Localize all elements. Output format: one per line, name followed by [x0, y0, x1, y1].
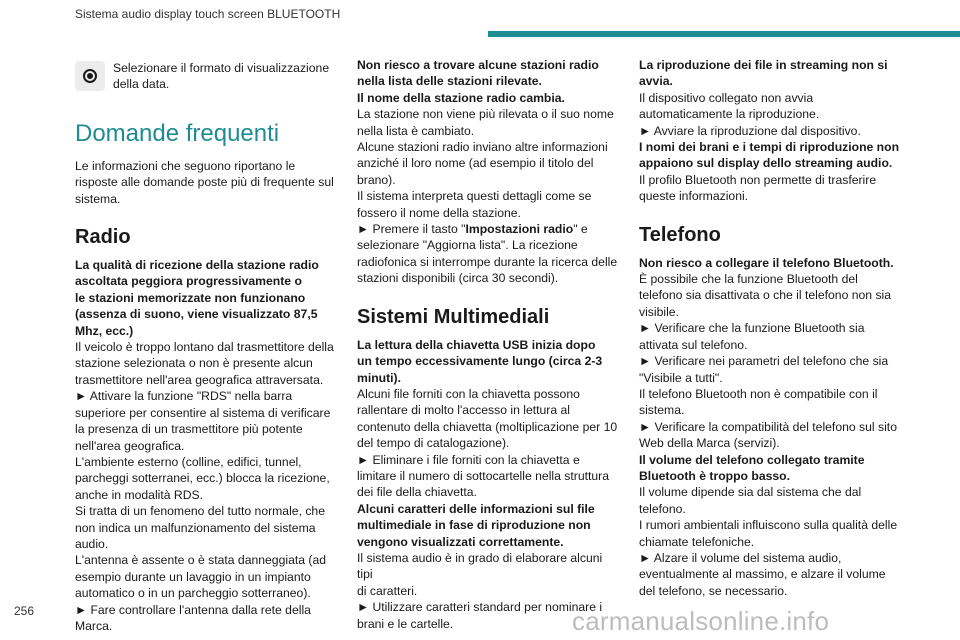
text-line: Bluetooth è troppo basso.	[639, 468, 790, 483]
text-line: audio.	[75, 536, 109, 551]
text-line: Si tratta di un fenomeno del tutto normale, che	[75, 504, 325, 519]
bluetooth-answer	[639, 271, 901, 451]
text-line: La qualità di ricezione della stazione radio	[75, 258, 319, 273]
radio-heading: Radio	[75, 226, 131, 249]
text-line: attivata sul telefono.	[639, 337, 748, 352]
text-line: del telefono, se necessario.	[639, 583, 788, 598]
text-line: ► Verificare che la funzione Bluetooth sia	[639, 321, 865, 336]
text-line: anche in modalità RDS.	[75, 487, 204, 502]
text-line: Il telefono Bluetooth non è compatibile con il	[639, 386, 878, 401]
station-answer	[357, 106, 619, 221]
text-line: eventualmente al massimo, e alzare il volume	[639, 567, 886, 582]
usb-answer	[357, 386, 619, 501]
streaming-question	[639, 57, 901, 90]
text-line: dei file della chiavetta.	[357, 485, 477, 500]
text-line: le stazioni memorizzate non funzionano	[75, 290, 306, 305]
text-line: ► Alzare il volume del sistema audio,	[639, 550, 842, 565]
station-name-question: Il nome della stazione radio cambia.	[357, 90, 565, 105]
text-line: ascoltata peggiora progressivamente o	[75, 274, 302, 289]
text-line: Web della Marca (servizi).	[639, 436, 780, 451]
text-line: ► Avviare la riproduzione dal dispositivo.	[639, 123, 861, 138]
station-question	[357, 57, 619, 90]
text-line: ► Fare controllare l'antenna dalla rete della	[75, 602, 311, 617]
text-line: contenuto della chiavetta (moltiplicazione per 10	[357, 419, 618, 434]
text-line: avvia.	[639, 74, 673, 89]
text-line: Non riesco a trovare alcune stazioni radio	[357, 58, 599, 72]
watermark: carmanualsonline.info	[572, 606, 830, 636]
text-line: È possibile che la funzione Bluetooth del	[639, 272, 858, 287]
text-line: stazione selezionata o non è presente alcun	[75, 356, 313, 371]
text-line: telefono sia disattivata o che il telefono non sia	[639, 288, 892, 303]
text-line: superiore per consentire al sistema di verificare	[75, 405, 331, 420]
text-line: I nomi dei brani e i tempi di riproduzione non	[639, 140, 900, 155]
text-line: vengono visualizzati correttamente.	[357, 534, 564, 549]
text-line: visibile.	[639, 304, 679, 319]
multimedia-heading: Sistemi Multimediali	[357, 305, 550, 328]
text-line: selezionare "Aggiorna lista". La ricezione	[357, 238, 578, 253]
text-line: nella lista delle stazioni rilevate.	[357, 74, 542, 89]
track-names-answer	[639, 172, 901, 205]
text-line: nell'area geografica.	[75, 438, 185, 453]
text-line: sistema.	[639, 403, 685, 418]
press-suffix: " e	[573, 222, 588, 237]
text-line: Marca.	[75, 618, 113, 633]
header-accent-bar	[488, 31, 960, 37]
text-line: ► Eliminare i file forniti con la chiavetta e	[357, 452, 580, 467]
text-line: L'ambiente esterno (colline, edifici, tunnel,	[75, 454, 302, 469]
radio-question	[75, 257, 337, 339]
page-number: 256	[14, 604, 35, 618]
text-line: ► Verificare la compatibilità del telefono sul sito	[639, 419, 897, 434]
text-line: Alcuni file forniti con la chiavetta possono	[357, 386, 580, 401]
column-2	[357, 57, 619, 632]
faq-title: Domande frequenti	[75, 119, 280, 147]
text-line: automaticamente la riproduzione.	[639, 107, 820, 122]
text-line: anziché il loro nome (ad esempio il titolo del	[357, 156, 594, 171]
text-line: Il volume dipende sia dal sistema che dal	[639, 485, 862, 500]
text-line: minuti).	[357, 370, 402, 385]
station-answer-cont	[357, 237, 619, 286]
radio-settings-label: Impostazioni radio	[465, 222, 574, 237]
text-line: radiofonica si interrompe durante la ricerca delle	[357, 254, 618, 269]
text-line: esempio durante un lavaggio in un impianto	[75, 569, 311, 584]
text-line: trasmettitore nell'area geografica attraversata.	[75, 372, 324, 387]
text-line: rallentare di molto l'accesso in lettura al	[357, 403, 571, 418]
text-line: ► Verificare nei parametri del telefono che sia	[639, 354, 889, 369]
text-line: stazioni disponibili (circa 30 secondi).	[357, 271, 559, 286]
streaming-answer	[639, 90, 901, 139]
press-prefix: ► Premere il tasto "	[357, 222, 466, 237]
usb-question	[357, 337, 619, 386]
radio-button-icon	[75, 61, 105, 91]
text-line: queste informazioni.	[639, 189, 749, 204]
text-line: ► Utilizzare caratteri standard per nominare i	[357, 600, 603, 615]
setting-text: Selezionare il formato di visualizzazione della data.	[113, 61, 330, 92]
phone-heading: Telefono	[639, 223, 721, 246]
text-line: multimediale in fase di riproduzione non	[357, 518, 591, 533]
running-header: Sistema audio display touch screen BLUETOOTH	[75, 7, 341, 21]
text-line: Il profilo Bluetooth non permette di trasferire	[639, 172, 877, 187]
text-line: Alcuni caratteri delle informazioni sul file	[357, 501, 595, 516]
text-line: Il veicolo è troppo lontano dal trasmettitore della	[75, 340, 334, 355]
text-line: di caratteri.	[357, 583, 418, 598]
setting-row	[75, 60, 337, 93]
text-line: Il dispositivo collegato non avvia	[639, 90, 814, 105]
text-line: del tempo di catalogazione).	[357, 436, 510, 451]
text-line: parcheggi sotterranei, ecc.) blocca la ricezione,	[75, 471, 330, 486]
text-line: La riproduzione dei file in streaming non si	[639, 58, 888, 72]
bluetooth-question: Non riesco a collegare il telefono Bluetooth.	[639, 255, 894, 270]
faq-intro: Le informazioni che seguono riportano le risposte alle domande poste più di frequente sul sistema.	[75, 158, 334, 206]
track-names-question	[639, 139, 901, 172]
text-line: un tempo eccessivamente lungo (circa 2-3	[357, 354, 603, 369]
text-line: limitare il numero di sottocartelle nella struttura	[357, 468, 609, 483]
text-line: La stazione non viene più rilevata o il suo nome	[357, 107, 614, 122]
text-line: La lettura della chiavetta USB inizia dopo	[357, 337, 596, 352]
text-line: telefono.	[639, 501, 686, 516]
text-line: nella lista è cambiato.	[357, 123, 475, 138]
text-line: Alcune stazioni radio inviano altre informazioni	[357, 140, 608, 155]
text-line: chiamate telefoniche.	[639, 534, 755, 549]
text-line: L'antenna è assente o è stata danneggiata (ad	[75, 553, 327, 568]
text-line: "Visibile a tutti".	[639, 370, 723, 385]
text-line: Il sistema interpreta questi dettagli come se	[357, 189, 592, 204]
text-line: brano).	[357, 172, 396, 187]
text-line: ► Attivare la funzione "RDS" nella barra	[75, 389, 293, 404]
text-line: (assenza di suono, viene visualizzato 87,5	[75, 307, 318, 322]
volume-question	[639, 452, 901, 485]
text-line: fossero il nome della stazione.	[357, 205, 521, 220]
text-line: non indica un malfunzionamento del sistema	[75, 520, 316, 535]
characters-question	[357, 501, 619, 550]
column-3	[639, 57, 901, 599]
text-line: appaiono sul display dello streaming audio.	[639, 156, 893, 171]
text-line: Mhz, ecc.)	[75, 323, 134, 338]
radio-answer	[75, 339, 337, 634]
text-line: brani e le cartelle.	[357, 616, 454, 631]
column-1	[75, 57, 337, 634]
text-line: Il volume del telefono collegato tramite	[639, 452, 865, 467]
press-instruction	[357, 221, 619, 237]
text-line: automatico o in un parcheggio sotterraneo).	[75, 586, 311, 601]
volume-answer	[639, 484, 901, 599]
text-line: I rumori ambientali influiscono sulla qualità delle	[639, 518, 898, 533]
text-line: la presenza di un trasmettitore più potente	[75, 422, 303, 437]
text-line: Il sistema audio è in grado di elaborare alcuni tipi	[357, 550, 603, 582]
